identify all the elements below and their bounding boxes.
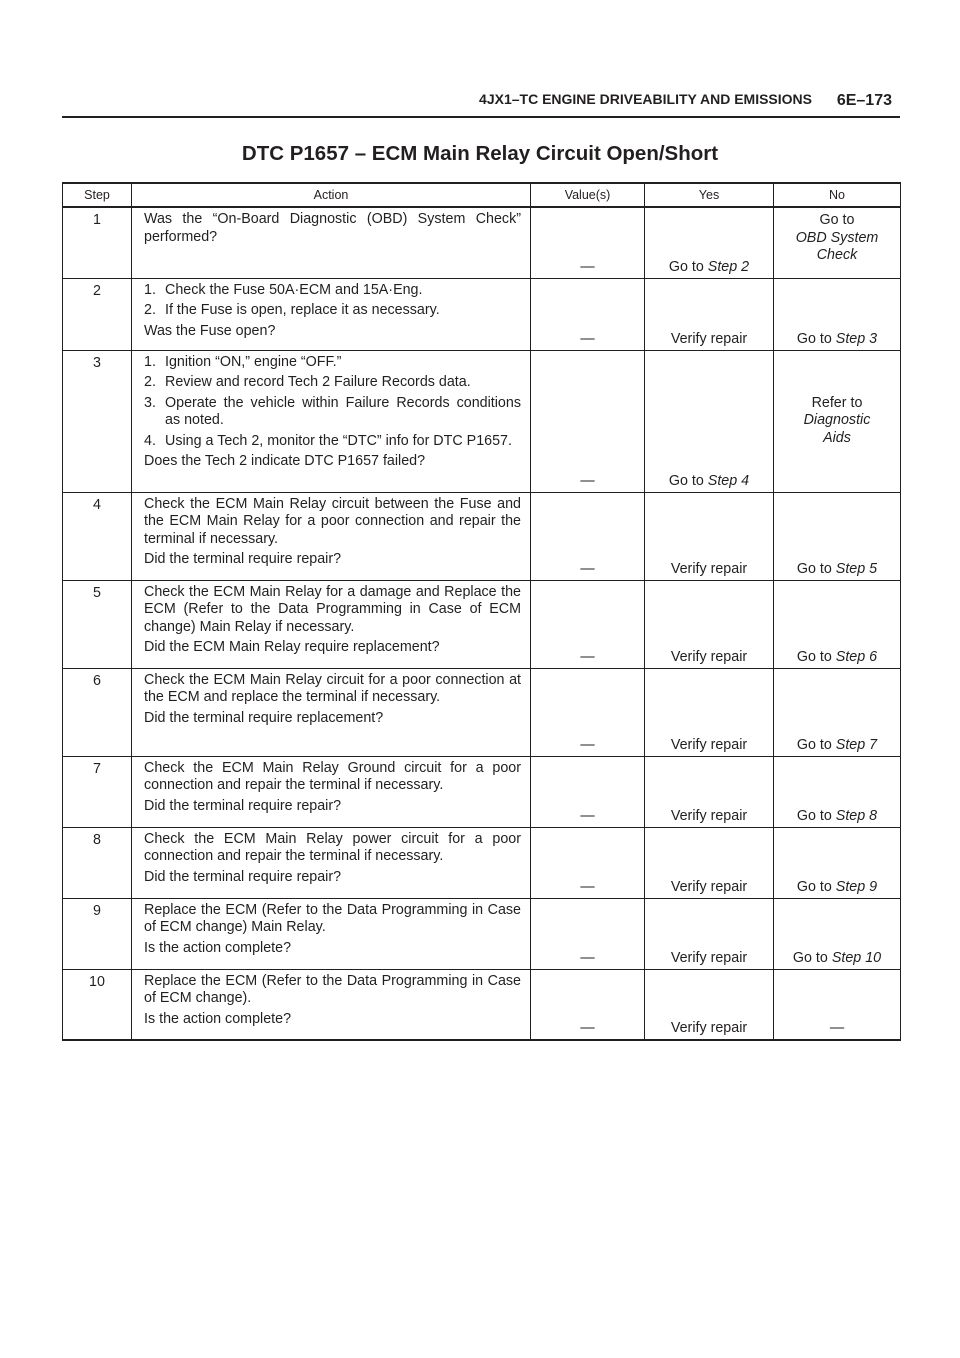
action-text: Was the “On-Board Diagnostic (OBD) System Check” performed? [144,211,521,245]
step-number: 10 [63,969,132,1040]
column-header-values: Value(s) [531,183,645,207]
no-step-ref: Step 8 [835,807,878,824]
column-header-no: No [774,183,901,207]
table-row [63,580,901,668]
table-row [63,969,901,1040]
action-text: Replace the ECM (Refer to the Data Programming in Case of ECM change) Main Relay. [144,901,521,935]
step-number: 4 [63,492,132,580]
value-cell: — [531,969,645,1040]
yes-cell [645,278,774,350]
list-number: 2. [144,374,156,390]
action-cell [132,580,531,668]
value-cell: — [531,492,645,580]
yes-cell [645,969,774,1040]
action-cell [132,668,531,756]
action-list-item [144,374,521,392]
value-cell: — [531,827,645,898]
yes-cell [645,668,774,756]
step-number: 3 [63,350,132,492]
no-cell [774,580,901,668]
action-text: Check the ECM Main Relay circuit for a poor connection at the ECM and replace the terminal if necessary. [144,671,521,705]
yes-prefix: Verify repair [670,949,748,966]
action-question: Does the Tech 2 indicate DTC P1657 failed? [144,453,426,469]
yes-cell [645,207,774,278]
column-header-step: Step [63,183,132,207]
yes-prefix: Verify repair [670,330,748,347]
table-row [63,668,901,756]
action-cell [132,898,531,969]
yes-step-ref: Step 2 [707,258,750,275]
yes-cell [645,350,774,492]
action-question: Did the terminal require repair? [144,551,342,567]
no-step-ref: Step 9 [835,878,878,895]
no-cell [774,492,901,580]
list-text: Operate the vehicle within Failure Records conditions as noted. [165,394,521,428]
table-row [63,756,901,827]
no-cell [774,756,901,827]
action-text: Check the ECM Main Relay for a damage and Replace the ECM (Refer to the Data Programming in Case of ECM change) Main Relay if necessary. [144,583,521,635]
no-step-ref: Step 3 [835,330,878,347]
action-question: Did the terminal require replacement? [144,709,384,726]
diagnostic-table [62,182,901,1041]
list-number: 4. [144,432,156,449]
yes-prefix: Verify repair [670,878,748,895]
no-step-ref: Step 5 [835,560,878,577]
value-cell: — [531,756,645,827]
table-row [63,207,901,278]
yes-prefix: Verify repair [670,648,748,665]
action-cell [132,827,531,898]
action-question: Did the terminal require repair? [144,868,342,885]
action-cell [132,492,531,580]
action-list-item [144,395,521,430]
action-text: Check the ECM Main Relay Ground circuit for a poor connection and repair the terminal if necessary. [144,759,521,793]
no-step-ref: Diagnostic Aids [803,412,871,446]
table-row [63,278,901,350]
no-cell [774,969,901,1040]
table-row [63,350,901,492]
list-text: Review and record Tech 2 Failure Records data. [165,374,471,390]
value-cell: — [531,350,645,492]
no-prefix: Go to [796,736,832,753]
no-step-ref: OBD System Check [795,229,879,263]
no-prefix: Go to [796,878,832,895]
action-question: Was the Fuse open? [144,322,276,339]
yes-cell [645,827,774,898]
action-list-item [144,433,521,451]
page-header [62,88,900,118]
no-prefix: Go to [796,648,832,665]
value-cell: — [531,898,645,969]
action-text: Replace the ECM (Refer to the Data Programming in Case of ECM change). [144,972,521,1006]
list-text: Using a Tech 2, monitor the “DTC” info for DTC P1657. [165,432,512,449]
no-prefix: — [829,1020,845,1036]
column-header-yes: Yes [645,183,774,207]
step-number: 2 [63,278,132,350]
table-header-row [63,183,901,207]
no-prefix: Go to [796,330,832,347]
action-question: Is the action complete? [144,939,292,956]
step-number: 7 [63,756,132,827]
yes-cell [645,580,774,668]
no-prefix: Go to [792,949,828,966]
no-prefix: Go to [796,560,832,577]
table-row [63,898,901,969]
list-text: Check the Fuse 50A·ECM and 15A·Eng. [165,281,423,298]
yes-prefix: Go to [668,472,704,489]
no-step-ref: Step 7 [835,736,878,753]
column-header-action: Action [132,183,531,207]
no-cell [774,207,901,278]
list-text: If the Fuse is open, replace it as necessary. [165,302,440,318]
yes-cell [645,756,774,827]
yes-prefix: Verify repair [670,736,748,753]
action-list-item [144,282,521,300]
action-list-item [144,354,521,372]
step-number: 8 [63,827,132,898]
action-cell [132,350,531,492]
action-question: Is the action complete? [144,1010,292,1027]
no-prefix: Refer to [811,394,863,411]
yes-prefix: Verify repair [670,560,748,577]
section-title: 4JX1–TC ENGINE DRIVEABILITY AND EMISSIONS [479,91,812,107]
action-cell [132,207,531,278]
list-number: 1. [144,281,156,298]
no-cell [774,278,901,350]
step-number: 9 [63,898,132,969]
action-question: Did the terminal require repair? [144,797,342,814]
table-row [63,827,901,898]
action-question: Did the ECM Main Relay require replacement? [144,639,440,655]
action-list-item [144,302,521,320]
action-text: Check the ECM Main Relay circuit between the Fuse and the ECM Main Relay for a poor connection and repair the terminal if necessary. [144,495,521,547]
action-text: Check the ECM Main Relay power circuit for a poor connection and repair the terminal if necessary. [144,830,521,864]
value-cell: — [531,278,645,350]
yes-prefix: Go to [668,258,704,275]
value-cell: — [531,207,645,278]
yes-cell [645,898,774,969]
value-cell: — [531,668,645,756]
list-number: 3. [144,394,156,411]
no-cell [774,827,901,898]
list-number: 2. [144,302,156,318]
list-text: Ignition “ON,” engine “OFF.” [165,353,342,370]
no-cell [774,898,901,969]
action-cell [132,969,531,1040]
no-cell [774,668,901,756]
yes-step-ref: Step 4 [707,472,750,489]
step-number: 6 [63,668,132,756]
yes-cell [645,492,774,580]
action-cell [132,278,531,350]
step-number: 5 [63,580,132,668]
page-number: 6E–173 [836,92,892,109]
step-number: 1 [63,207,132,278]
no-step-ref: Step 10 [831,949,882,966]
action-cell [132,756,531,827]
no-prefix: Go to [796,807,832,824]
value-cell: — [531,580,645,668]
no-prefix: Go to [819,212,855,228]
no-step-ref: Step 6 [835,648,878,665]
yes-prefix: Verify repair [670,807,748,824]
yes-prefix: Verify repair [670,1020,748,1036]
list-number: 1. [144,353,156,370]
page-title: DTC P1657 – ECM Main Relay Circuit Open/Short [241,142,719,165]
table-row [63,492,901,580]
no-cell [774,350,901,492]
